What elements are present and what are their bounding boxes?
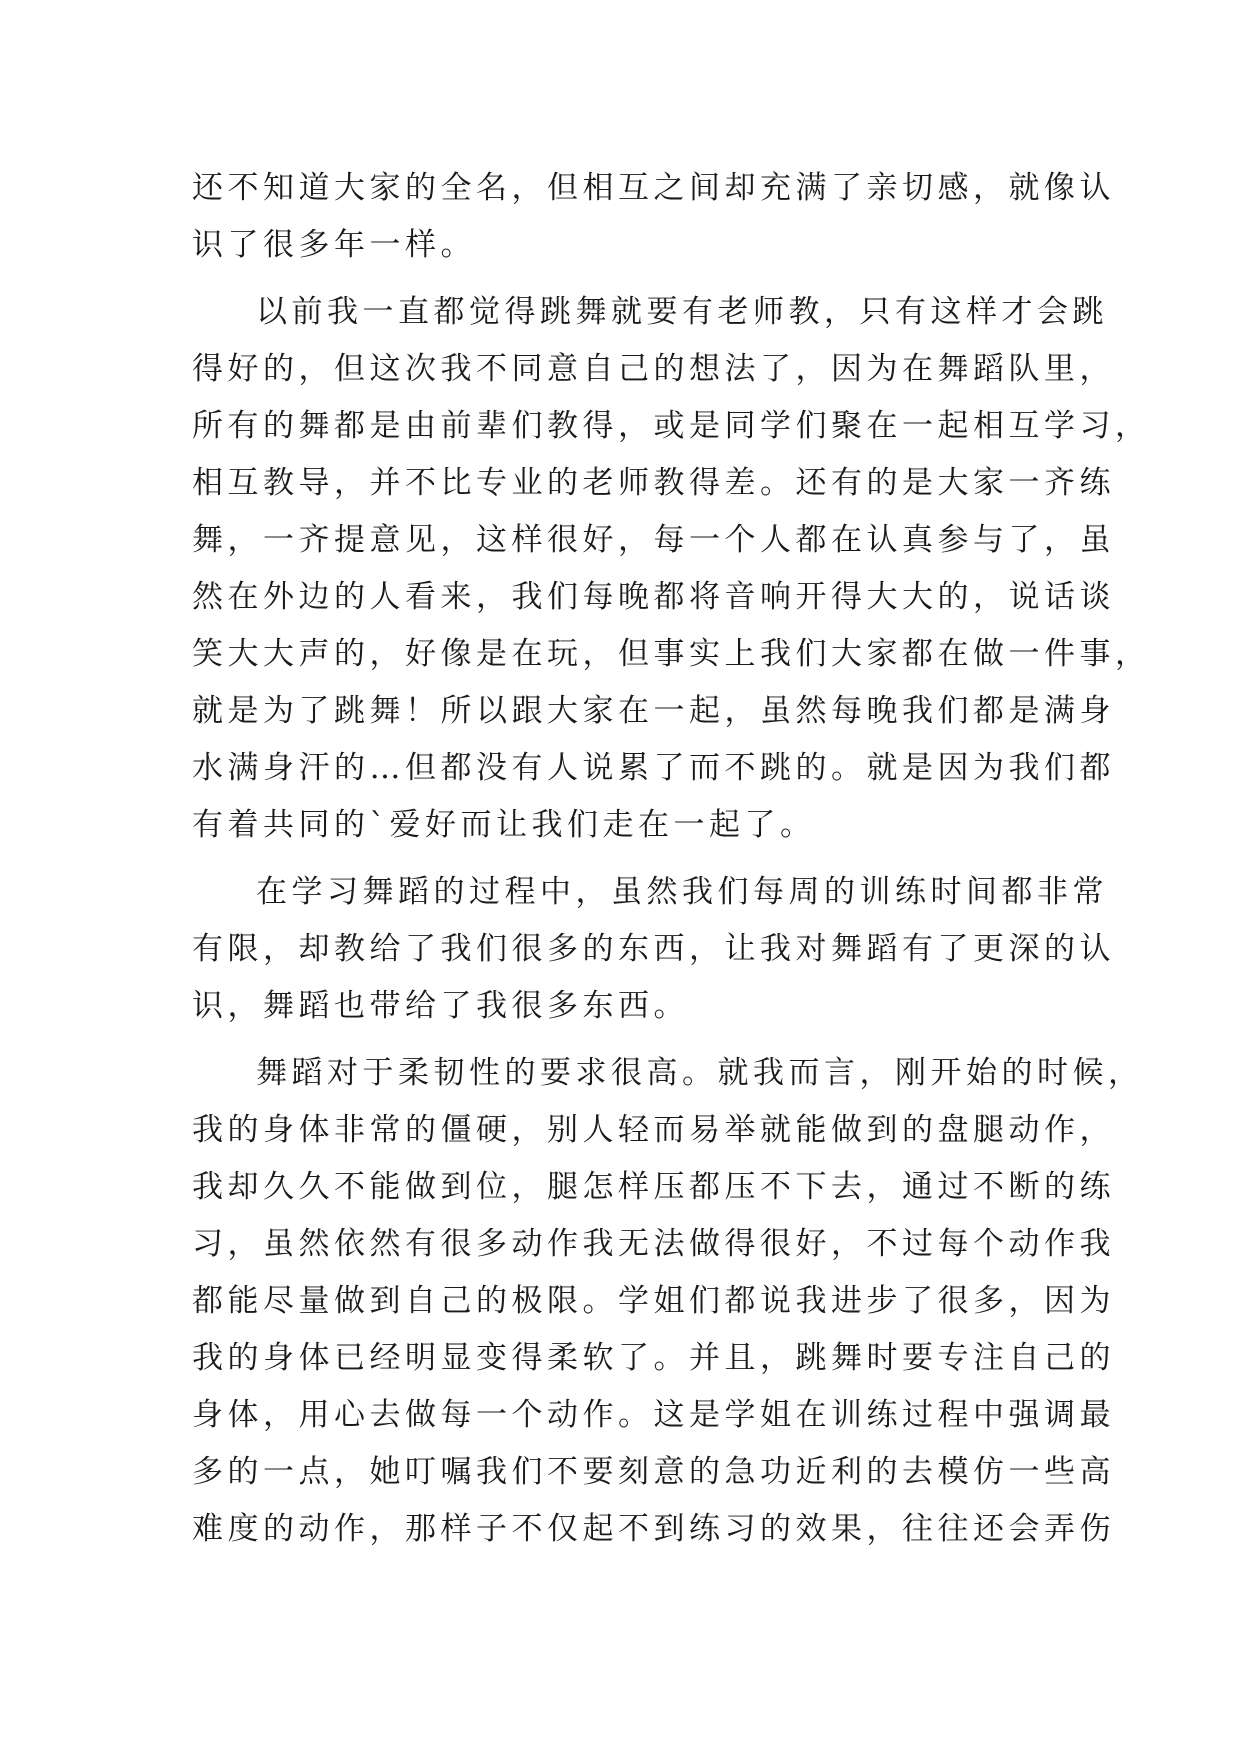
text-line: 习，虽然依然有很多动作我无法做得很好，不过每个动作我: [192, 1226, 1115, 1262]
text-line: 识了很多年一样。: [192, 227, 476, 263]
text-line: 笑大大声的，好像是在玩，但事实上我们大家都在做一件事，: [192, 636, 1151, 672]
text-line: 都能尽量做到自己的极限。学姐们都说我进步了很多，因为: [192, 1283, 1115, 1319]
text-line: 相互教导，并不比专业的老师教得差。还有的是大家一齐练: [192, 465, 1115, 501]
text-line: 有限，却教给了我们很多的东西，让我对舞蹈有了更深的认: [192, 931, 1115, 967]
text-line: 就是为了跳舞！所以跟大家在一起，虽然每晚我们都是满身: [192, 693, 1115, 729]
text-line: 还不知道大家的全名，但相互之间却充满了亲切感，就像认: [192, 170, 1115, 206]
text-line: 所有的舞都是由前辈们教得，或是同学们聚在一起相互学习，: [192, 408, 1151, 444]
text-line: 多的一点，她叮嘱我们不要刻意的急功近利的去模仿一些高: [192, 1454, 1115, 1490]
text-line: 我却久久不能做到位，腿怎样压都压不下去，通过不断的练: [192, 1169, 1115, 1205]
paragraph-first-line: 舞蹈对于柔韧性的要求很高。就我而言，刚开始的时候，: [256, 1055, 1144, 1091]
text-line: 舞，一齐提意见，这样很好，每一个人都在认真参与了，虽: [192, 522, 1115, 558]
paragraph-first-line: 在学习舞蹈的过程中，虽然我们每周的训练时间都非常: [256, 874, 1108, 910]
text-line: 水满身汗的…但都没有人说累了而不跳的。就是因为我们都: [192, 750, 1115, 786]
text-line: 难度的动作，那样子不仅起不到练习的效果，往往还会弄伤: [192, 1511, 1115, 1547]
document-body: [192, 160, 1151, 1558]
text-line: 身体，用心去做每一个动作。这是学姐在训练过程中强调最: [192, 1397, 1115, 1433]
text-line: 我的身体非常的僵硬，别人轻而易举就能做到的盘腿动作，: [192, 1112, 1115, 1148]
text-line: 我的身体已经明显变得柔软了。并且，跳舞时要专注自己的: [192, 1340, 1115, 1376]
text-line: 得好的，但这次我不同意自己的想法了，因为在舞蹈队里，: [192, 351, 1115, 387]
paragraph-first-line: 以前我一直都觉得跳舞就要有老师教，只有这样才会跳: [256, 294, 1108, 330]
text-line: 有着共同的`爱好而让我们走在一起了。: [192, 807, 816, 843]
text-line: 然在外边的人看来，我们每晚都将音响开得大大的，说话谈: [192, 579, 1115, 615]
text-line: 识，舞蹈也带给了我很多东西。: [192, 988, 689, 1024]
